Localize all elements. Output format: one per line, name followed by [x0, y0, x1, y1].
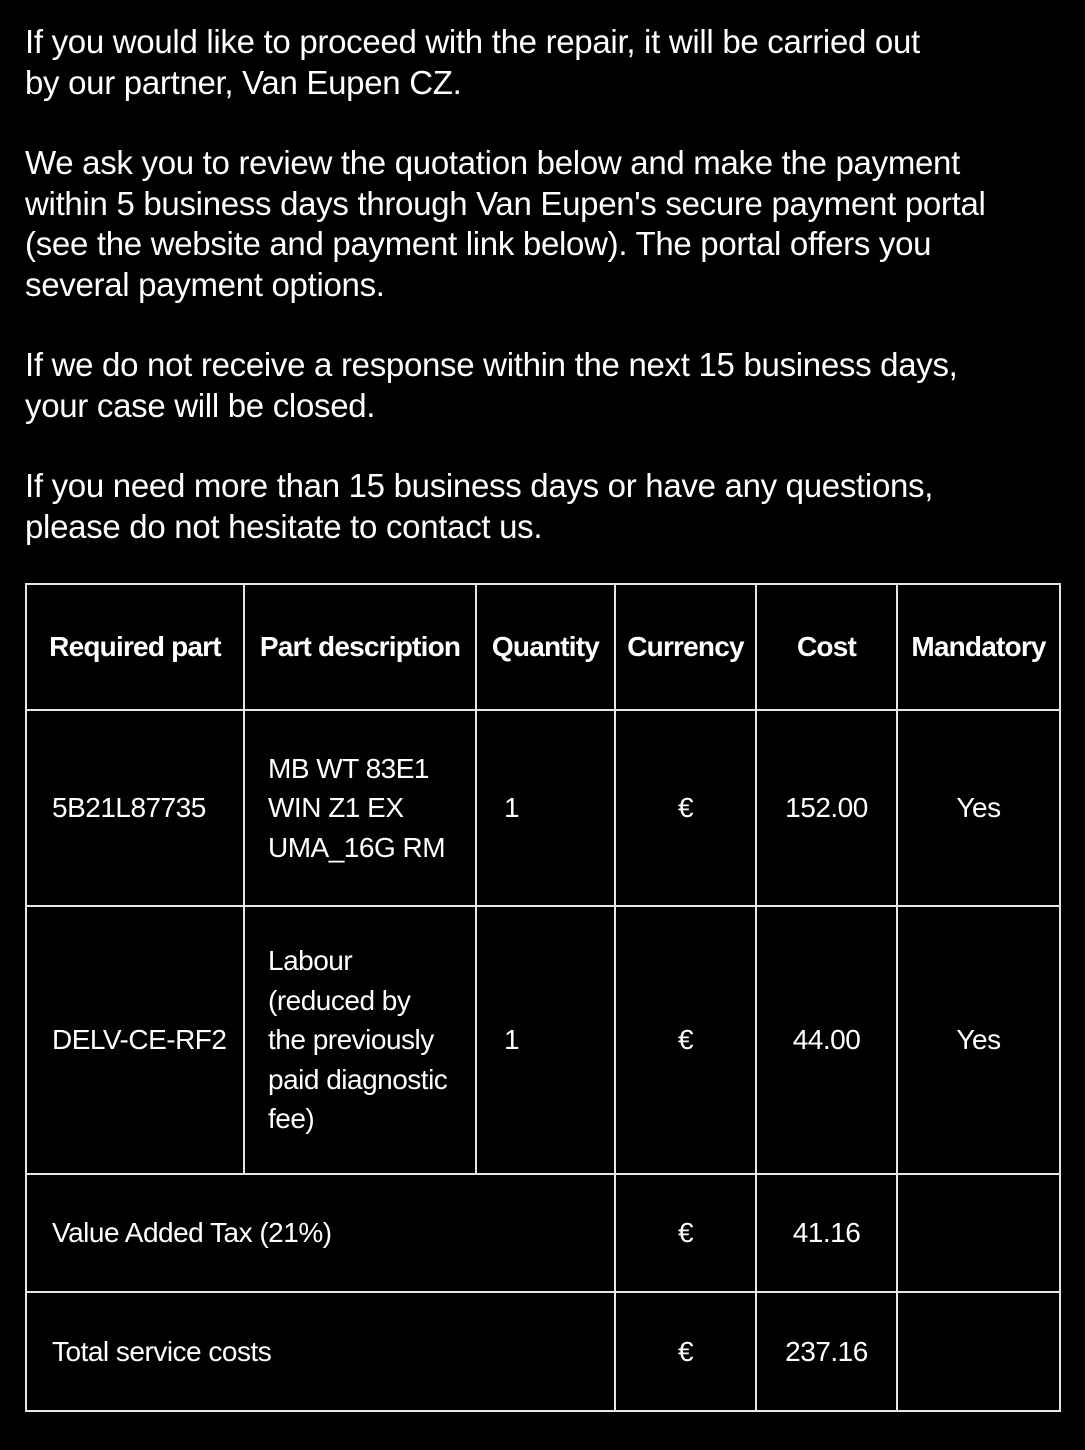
header-quantity: Quantity — [476, 584, 615, 710]
intro-paragraph: If you need more than 15 business days or have any questions, please do not hesitate to contact us. — [25, 467, 934, 545]
intro-text — [25, 22, 1065, 587]
total-empty-cell — [897, 1292, 1060, 1411]
total-cost: 237.16 — [756, 1292, 897, 1411]
cell-required-part: DELV-CE-RF2 — [26, 906, 244, 1174]
table-row — [26, 710, 1060, 906]
header-part-description: Part description — [244, 584, 476, 710]
table-header-row — [26, 584, 1060, 710]
quotation-table — [25, 583, 1061, 1412]
vat-currency: € — [615, 1174, 756, 1292]
total-row — [26, 1292, 1060, 1411]
cell-quantity: 1 — [476, 906, 615, 1174]
cell-mandatory: Yes — [897, 906, 1060, 1174]
header-cost: Cost — [756, 584, 897, 710]
header-mandatory: Mandatory — [897, 584, 1060, 710]
intro-paragraph: If you would like to proceed with the repair, it will be carried out by our partner, Van Eupen CZ. — [25, 23, 920, 101]
intro-paragraph: We ask you to review the quotation below and make the payment within 5 business days through Van Eupen's secure payment portal (see the website and payment link below). The portal offers you several payment options. — [25, 144, 986, 303]
cell-quantity: 1 — [476, 710, 615, 906]
vat-label: Value Added Tax (21%) — [26, 1174, 615, 1292]
cell-part-description: Labour (reduced by the previously paid diagnostic fee) — [244, 906, 476, 1174]
vat-empty-cell — [897, 1174, 1060, 1292]
total-currency: € — [615, 1292, 756, 1411]
intro-paragraph: If we do not receive a response within the next 15 business days, your case will be closed. — [25, 346, 958, 424]
vat-cost: 41.16 — [756, 1174, 897, 1292]
cell-currency: € — [615, 710, 756, 906]
header-required-part: Required part — [26, 584, 244, 710]
cell-part-description: MB WT 83E1 WIN Z1 EX UMA_16G RM — [244, 710, 476, 906]
table-row — [26, 906, 1060, 1174]
cell-required-part: 5B21L87735 — [26, 710, 244, 906]
cell-cost: 44.00 — [756, 906, 897, 1174]
header-currency: Currency — [615, 584, 756, 710]
cell-cost: 152.00 — [756, 710, 897, 906]
cell-currency: € — [615, 906, 756, 1174]
total-label: Total service costs — [26, 1292, 615, 1411]
vat-row — [26, 1174, 1060, 1292]
cell-mandatory: Yes — [897, 710, 1060, 906]
